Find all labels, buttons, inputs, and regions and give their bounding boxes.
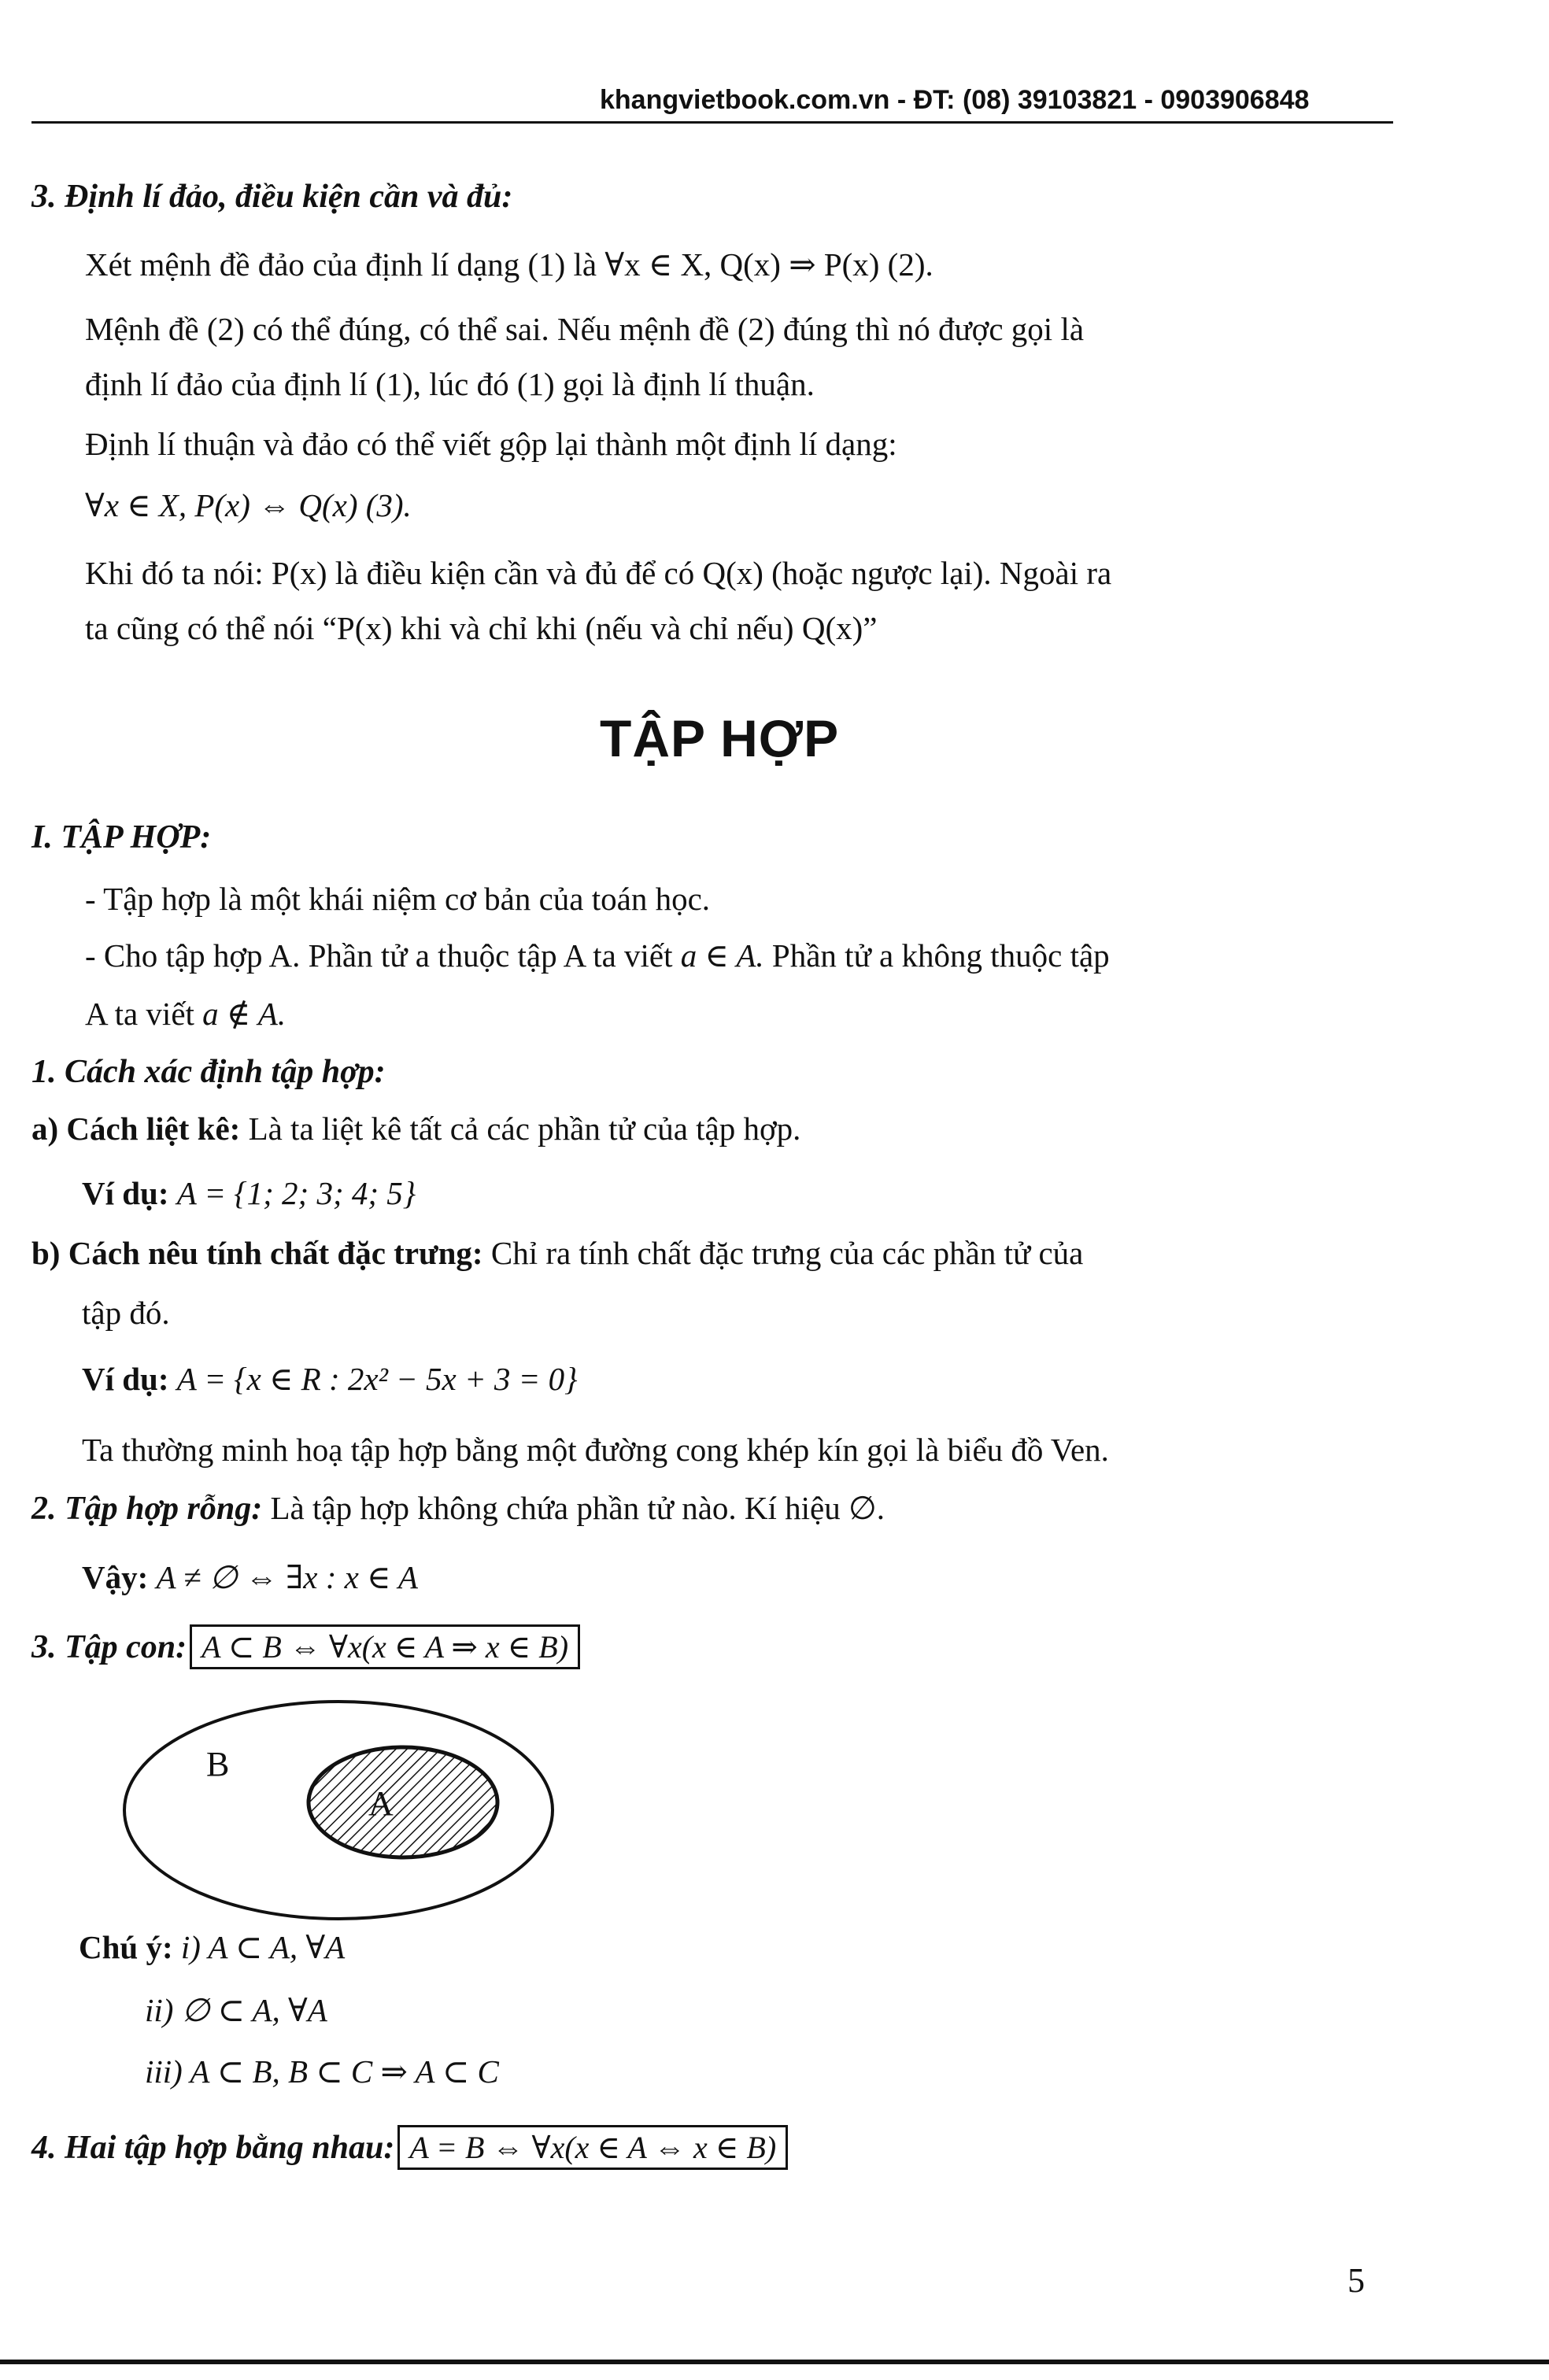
note-i — [79, 1928, 345, 1967]
section3-line2: Mệnh đề (2) có thể đúng, có thể sai. Nếu mệnh đề (2) đúng thì nó được gọi là — [85, 311, 1085, 347]
venn-set-a — [309, 1747, 497, 1857]
header-contact-text: - ĐT: (08) 39103821 - 0903906848 — [896, 85, 1310, 115]
sub1-b-label: b) Cách nêu tính chất đặc trưng: — [31, 1235, 483, 1271]
sub1-b-text: Chỉ ra tính chất đặc trưng của các phần tử của — [490, 1235, 1084, 1271]
section3-line3: định lí đảo của định lí (1), lúc đó (1) gọi là định lí thuận. — [85, 366, 815, 402]
sub1-b-example-label: Ví dụ: — [82, 1361, 169, 1397]
partI-bullet2-text: - Cho tập hợp A. Phần tử a thuộc tập A ta viết — [85, 937, 673, 974]
sub1-a — [31, 1110, 800, 1148]
partI-bullet2 — [85, 937, 1110, 975]
sub2-heading: 2. Tập hợp rỗng: — [31, 1491, 263, 1527]
section3-line6: Khi đó ta nói: P(x) là điều kiện cần và đủ để có Q(x) (hoặc ngược lại). Ngoài ra — [85, 555, 1112, 591]
header-site — [600, 85, 1309, 116]
sub1-b-text2: tập đó. — [82, 1295, 170, 1331]
venn-label-a: A — [368, 1784, 394, 1823]
partI-bullet3 — [85, 995, 286, 1033]
sub2-vay-math: A ≠ ∅ ⇔ ∃x : x ∈ A — [156, 1559, 418, 1595]
partI-bullet2-text2: Phần tử a không thuộc tập — [771, 937, 1110, 974]
sub1-b — [31, 1234, 1083, 1273]
sub4-heading: 4. Hai tập hợp bằng nhau: — [31, 2130, 395, 2166]
sub3 — [31, 1624, 580, 1669]
page-number: 5 — [1348, 2261, 1365, 2300]
sub3-heading: 3. Tập con: — [31, 1629, 187, 1665]
section3-line1: Xét mệnh đề đảo của định lí dạng (1) là ∀x ∈ X, Q(x) ⇒ P(x) (2). — [85, 246, 933, 283]
venn-diagram — [118, 1692, 559, 1928]
header-rule — [31, 121, 1393, 124]
sub1-a-example — [82, 1174, 416, 1213]
sub1-venn-note: Ta thường minh hoạ tập hợp bằng một đường cong khép kín gọi là biểu đồ Ven. — [82, 1432, 1109, 1468]
sub2-text: Là tập hợp không chứa phần tử nào. Kí hiệu ∅. — [270, 1490, 885, 1526]
note-i-text: i) A ⊂ A, ∀A — [180, 1929, 346, 1965]
section3-heading: 3. Định lí đảo, điều kiện cần và đủ: — [31, 179, 513, 215]
partI-bullet2-math: a ∈ A. — [680, 937, 764, 974]
section3-line7: ta cũng có thể nói “P(x) khi và chỉ khi (nếu và chỉ nếu) Q(x)” — [85, 610, 878, 646]
sub2-vay — [82, 1558, 418, 1597]
section3-line4: Định lí thuận và đảo có thể viết gộp lại thành một định lí dạng: — [85, 426, 897, 462]
partI-heading: I. TẬP HỢP: — [31, 819, 212, 856]
note-ii: ii) ∅ ⊂ A, ∀A — [145, 1992, 327, 2028]
sub2 — [31, 1489, 885, 1528]
header-site-text: khangvietbook.com.vn — [600, 85, 890, 115]
sub2-vay-label: Vậy: — [82, 1559, 149, 1595]
footer-rule — [0, 2360, 1549, 2364]
sub1-heading: 1. Cách xác định tập hợp: — [31, 1054, 386, 1090]
note-label: Chú ý: — [79, 1929, 173, 1965]
note-iii: iii) A ⊂ B, B ⊂ C ⇒ A ⊂ C — [145, 2053, 499, 2090]
sub4 — [31, 2125, 788, 2170]
sub1-a-example-math: A = {1; 2; 3; 4; 5} — [176, 1175, 416, 1211]
section3-line5: ∀x ∈ X, P(x) ⇔ Q(x) (3). — [85, 487, 412, 523]
sub1-a-text: Là ta liệt kê tất cả các phần tử của tập hợp. — [248, 1111, 801, 1147]
sub1-b-example — [82, 1360, 577, 1399]
sub1-a-label: a) Cách liệt kê: — [31, 1111, 241, 1147]
sub4-formula-box: A = B ⇔ ∀x(x ∈ A ⇔ x ∈ B) — [397, 2125, 788, 2170]
sub3-formula-box: A ⊂ B ⇔ ∀x(x ∈ A ⇒ x ∈ B) — [190, 1624, 580, 1669]
partI-bullet3-text: A ta viết — [85, 996, 194, 1032]
page-title: TẬP HỢP — [600, 709, 840, 767]
partI-bullet3-math: a ∉ A. — [202, 996, 287, 1032]
sub1-a-example-label: Ví dụ: — [82, 1175, 169, 1211]
partI-bullet1: - Tập hợp là một khái niệm cơ bản của toán học. — [85, 881, 711, 917]
venn-label-b: B — [206, 1745, 230, 1783]
sub1-b-example-math: A = {x ∈ R : 2x² − 5x + 3 = 0} — [176, 1361, 578, 1397]
